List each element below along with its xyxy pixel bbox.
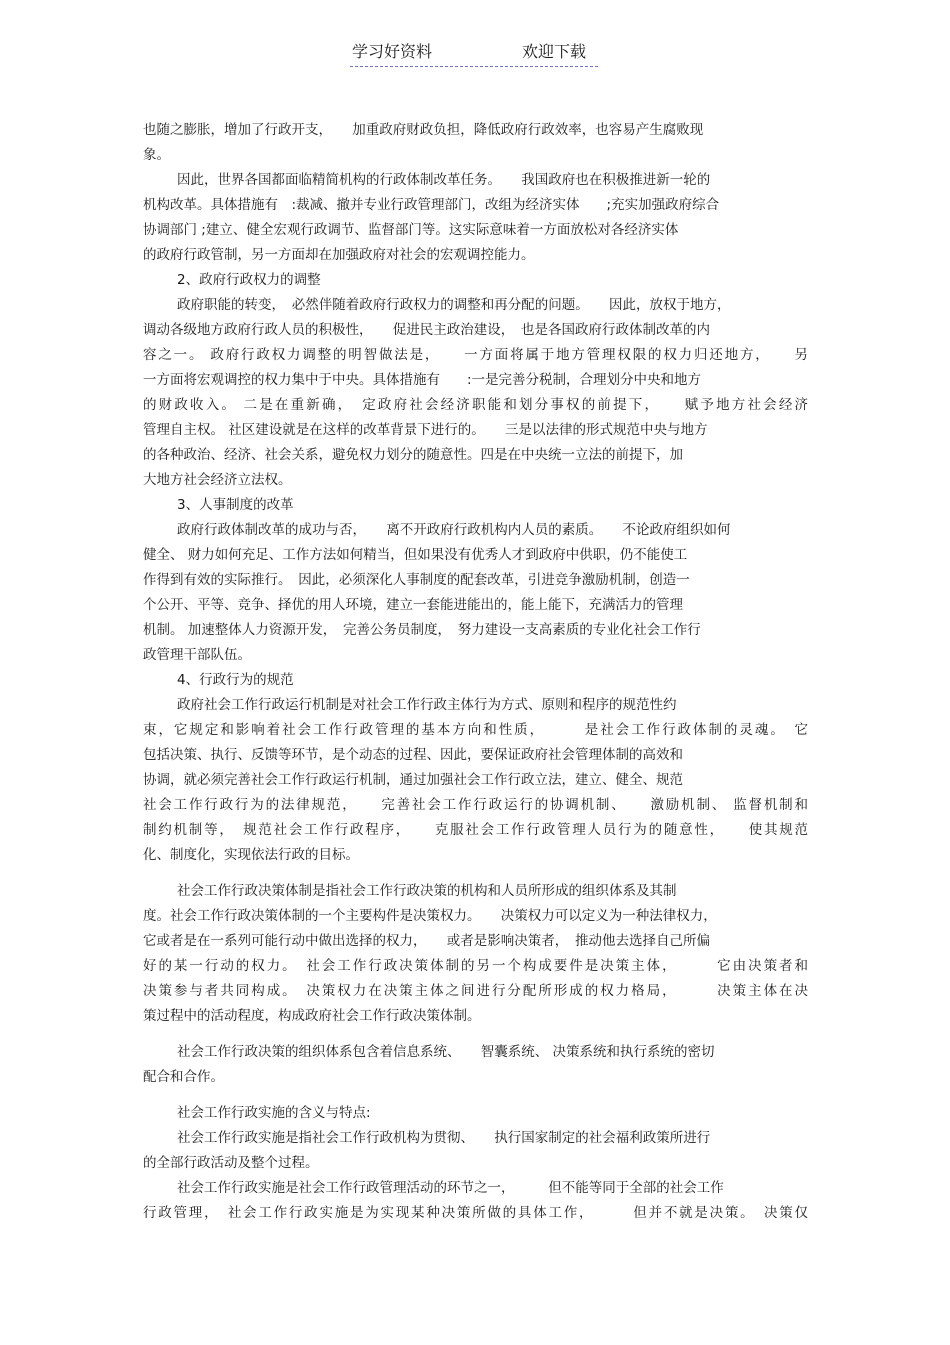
text-line: 政管理干部队伍。: [143, 647, 251, 663]
text-line: 协调，就必须完善社会工作行政运行机制，通过加强社会工作行政立法，建立、健全、规范: [143, 772, 683, 788]
text-line: 度。社会工作行政决策体制的一个主要构件是决策权力。 决策权力可以定义为一种法律权力，: [143, 908, 717, 924]
text-line: 社会工作行政决策体制是指社会工作行政决策的机构和人员所形成的组织体系及其制: [177, 883, 677, 899]
page-header: [350, 40, 598, 67]
text-line: 机构改革。具体措施有 :裁减、撤并专业行政管理部门，改组为经济实体 ;充实加强政府综合: [143, 197, 720, 213]
text-line: 策过程中的活动程度，构成政府社会工作行政决策体制。: [143, 1008, 481, 1024]
text-line: 2、政府行政权力的调整: [177, 272, 321, 288]
text-line: 配合和合作。: [143, 1069, 224, 1085]
header-left-text: 学习好资料: [352, 42, 433, 61]
text-line: 4、行政行为的规范: [177, 672, 294, 688]
text-line: 社会工作行政行为的法律规范， 完善社会工作行政运行的协调机制、 激励机制、 监督机制和: [143, 797, 808, 813]
text-line: 大地方社会经济立法权。: [143, 472, 292, 488]
text-line: 制约机制等， 规范社会工作行政程序， 克服社会工作行政管理人员行为的随意性， 使其规范: [143, 822, 808, 838]
text-line: 决策参与者共同构成。 决策权力在决策主体之间进行分配所形成的权力格局， 决策主体在决: [143, 983, 808, 999]
text-line: 社会工作行政实施是指社会工作行政机构为贯彻、 执行国家制定的社会福利政策所进行: [177, 1130, 711, 1146]
text-line: 容之一。 政府行政权力调整的明智做法是， 一方面将属于地方管理权限的权力归还地方， 另: [143, 347, 808, 363]
text-line: 一方面将宏观调控的权力集中于中央。具体措施有 :一是完善分税制，合理划分中央和地方: [143, 372, 702, 388]
text-line: 政府行政体制改革的成功与否， 离不开政府行政机构内人员的素质。 不论政府组织如何: [177, 522, 731, 538]
paragraph-gap: [143, 1029, 808, 1040]
text-line: 作得到有效的实际推行。 因此，必须深化人事制度的配套改革，引进竞争激励机制，创造一: [143, 572, 690, 588]
text-line: 行政管理， 社会工作行政实施是为实现某种决策所做的具体工作， 但并不就是决策。 决策仅: [143, 1205, 808, 1221]
text-line: 象。: [143, 147, 170, 163]
text-line: 政府社会工作行政运行机制是对社会工作行政主体行为方式、原则和程序的规范性约: [177, 697, 677, 713]
text-line: 化、制度化，实现依法行政的目标。: [143, 847, 359, 863]
document-body: [143, 118, 808, 1226]
text-line: 健全、 财力如何充足、工作方法如何精当，但如果没有优秀人才到政府中供职，仍不能使工: [143, 547, 688, 563]
text-line: 政府职能的转变， 必然伴随着政府行政权力的调整和再分配的问题。 因此，放权于地方，: [177, 297, 731, 313]
text-line: 社会工作行政实施是社会工作行政管理活动的环节之一， 但不能等同于全部的社会工作: [177, 1180, 724, 1196]
text-line: 好的某一行动的权力。 社会工作行政决策体制的另一个构成要件是决策主体， 它由决策者和: [143, 958, 808, 974]
text-line: 因此，世界各国都面临精简机构的行政体制改革任务。 我国政府也在积极推进新一轮的: [177, 172, 711, 188]
text-line: 管理自主权。 社区建设就是在这样的改革背景下进行的。 三是以法律的形式规范中央与地方: [143, 422, 708, 438]
text-line: 协调部门 ;建立、健全宏观行政调节、监督部门等。这实际意味着一方面放松对各经济实体: [143, 222, 679, 238]
text-line: 社会工作行政决策的组织体系包含着信息系统、 智囊系统、 决策系统和执行系统的密切: [177, 1044, 715, 1060]
text-line: 的全部行政活动及整个过程。: [143, 1155, 319, 1171]
text-line: 它或者是在一系列可能行动中做出选择的权力， 或者是影响决策者， 推动他去选择自己所偏: [143, 933, 710, 949]
text-line: 调动各级地方政府行政人员的积极性， 促进民主政治建设， 也是各国政府行政体制改革的内: [143, 322, 710, 338]
header-right-text: 欢迎下载: [522, 42, 587, 61]
text-line: 的财政收入。 二是在重新确， 定政府社会经济职能和划分事权的前提下， 赋予地方社会经济: [143, 397, 808, 413]
paragraph-gap: [143, 868, 808, 879]
text-line: 包括决策、执行、反馈等环节，是个动态的过程、因此，要保证政府社会管理体制的高效和: [143, 747, 683, 763]
text-line: 3、人事制度的改革: [177, 497, 294, 513]
text-line: 也随之膨胀，增加了行政开支， 加重政府财政负担，降低政府行政效率，也容易产生腐败现: [143, 122, 704, 138]
text-line: 个公开、平等、竞争、择优的用人环境，建立一套能进能出的，能上能下，充满活力的管理: [143, 597, 683, 613]
paragraph-gap: [143, 1090, 808, 1101]
text-line: 的政府行政管制，另一方面却在加强政府对社会的宏观调控能力。: [143, 247, 535, 263]
text-line: 的各种政治、经济、社会关系，避免权力划分的随意性。四是在中央统一立法的前提下，加: [143, 447, 683, 463]
text-line: 机制。 加速整体人力资源开发， 完善公务员制度， 努力建设一支高素质的专业化社会工作行: [143, 622, 701, 638]
text-line: 束，它规定和影响着社会工作行政管理的基本方向和性质， 是社会工作行政体制的灵魂。 它: [143, 722, 808, 738]
text-line: 社会工作行政实施的含义与特点:: [177, 1105, 371, 1121]
